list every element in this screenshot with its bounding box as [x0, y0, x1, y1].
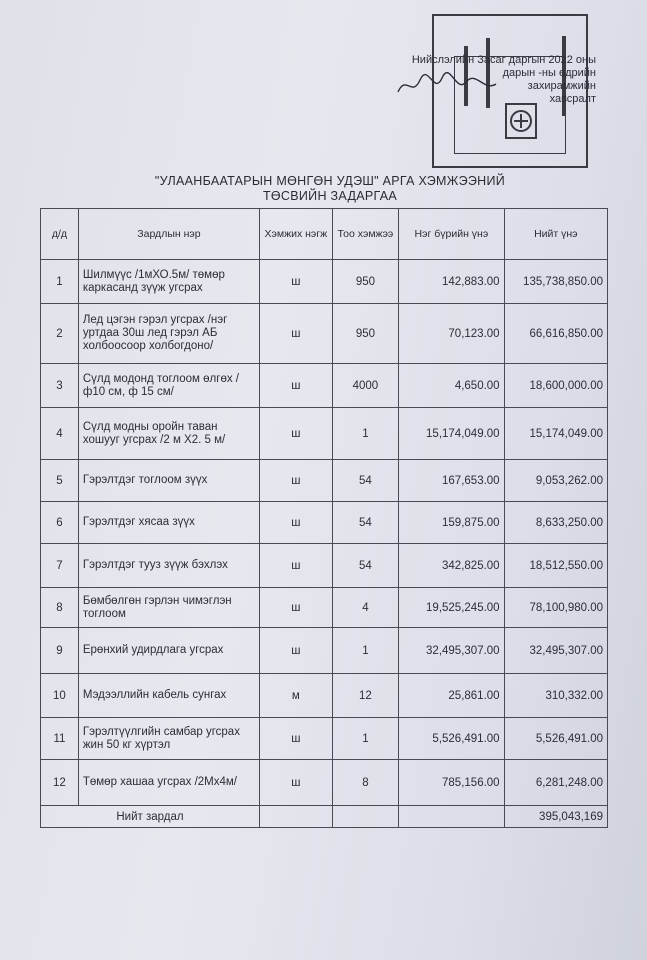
row-number: 1: [41, 260, 79, 304]
row-unit: ш: [260, 588, 333, 628]
row-total: 8,633,250.00: [504, 502, 607, 544]
table-row: [41, 544, 608, 588]
row-unit: ш: [260, 628, 333, 674]
table-row: [41, 674, 608, 718]
row-total: 310,332.00: [504, 674, 607, 718]
row-number: 4: [41, 408, 79, 460]
header-total: Нийт үнэ: [504, 209, 607, 260]
row-qty: 54: [332, 460, 399, 502]
row-number: 9: [41, 628, 79, 674]
row-unit: ш: [260, 760, 333, 806]
approval-line: дарын -ны өдрийн: [502, 67, 596, 79]
row-price: 142,883.00: [399, 260, 504, 304]
row-total: 135,738,850.00: [504, 260, 607, 304]
row-number: 3: [41, 364, 79, 408]
row-qty: 1: [332, 718, 399, 760]
row-total: 9,053,262.00: [504, 460, 607, 502]
row-name: Бөмбөлгөн гэрлэн чимэглэн тоглоом: [78, 588, 259, 628]
row-qty: 4000: [332, 364, 399, 408]
row-name: Шилмүүс /1мХО.5м/ төмөр каркасанд зүүж угсрах: [78, 260, 259, 304]
header-no: д/д: [41, 209, 79, 260]
sum-empty-cell: [399, 806, 504, 828]
row-qty: 4: [332, 588, 399, 628]
approval-line: захирамжийн: [527, 80, 596, 92]
row-number: 2: [41, 304, 79, 364]
row-qty: 950: [332, 304, 399, 364]
row-name: Сүлд модонд тоглоом өлгөх /ф10 см, ф 15 см/: [78, 364, 259, 408]
row-unit: ш: [260, 460, 333, 502]
row-number: 7: [41, 544, 79, 588]
row-unit: ш: [260, 718, 333, 760]
header-qty: Тоо хэмжээ: [332, 209, 399, 260]
table-row: [41, 628, 608, 674]
row-total: 66,616,850.00: [504, 304, 607, 364]
row-price: 342,825.00: [399, 544, 504, 588]
table-header-row: [41, 209, 608, 260]
row-name: Ерөнхий удирдлага угсрах: [78, 628, 259, 674]
table-row: [41, 760, 608, 806]
row-price: 25,861.00: [399, 674, 504, 718]
row-qty: 54: [332, 544, 399, 588]
row-number: 5: [41, 460, 79, 502]
row-total: 15,174,049.00: [504, 408, 607, 460]
approval-line: хавсралт: [549, 93, 596, 105]
header-unit: Хэмжих нэгж: [260, 209, 333, 260]
row-name: Төмөр хашаа угсрах /2Мх4м/: [78, 760, 259, 806]
table-row: [41, 502, 608, 544]
row-total: 78,100,980.00: [504, 588, 607, 628]
table-row: [41, 588, 608, 628]
row-price: 5,526,491.00: [399, 718, 504, 760]
row-unit: м: [260, 674, 333, 718]
table-row: [41, 408, 608, 460]
row-number: 10: [41, 674, 79, 718]
row-qty: 1: [332, 408, 399, 460]
row-number: 6: [41, 502, 79, 544]
sum-empty-cell: [332, 806, 399, 828]
sum-label: Нийт зардал: [41, 806, 260, 828]
table-row: [41, 304, 608, 364]
row-name: Гэрэлтдэг тууз зүүж бэхлэх: [78, 544, 259, 588]
row-unit: ш: [260, 260, 333, 304]
approval-line: Нийслэлийн Засаг даргын 2022 оны: [411, 54, 596, 66]
row-number: 12: [41, 760, 79, 806]
row-price: 159,875.00: [399, 502, 504, 544]
row-qty: 1: [332, 628, 399, 674]
table-row: [41, 364, 608, 408]
row-name: Лед цэгэн гэрэл угсрах /нэг уртдаа 30ш лед гэрэл АБ холбоосоор холбогдоно/: [78, 304, 259, 364]
row-name: Гэрэлтдэг хясаа зүүх: [78, 502, 259, 544]
header-price: Нэг бүрийн үнэ: [399, 209, 504, 260]
row-price: 70,123.00: [399, 304, 504, 364]
title-line-2: ТӨСВИЙН ЗАДАРГАА: [262, 189, 398, 203]
header-name: Зардлын нэр: [78, 209, 259, 260]
table-sum-row: [41, 806, 608, 828]
row-unit: ш: [260, 408, 333, 460]
row-price: 4,650.00: [399, 364, 504, 408]
table-row: [41, 460, 608, 502]
row-qty: 12: [332, 674, 399, 718]
table-row: [41, 260, 608, 304]
row-price: 785,156.00: [399, 760, 504, 806]
row-total: 18,600,000.00: [504, 364, 607, 408]
row-name: Мэдээллийн кабель сунгах: [78, 674, 259, 718]
row-unit: ш: [260, 304, 333, 364]
row-name: Гэрэлтүүлгийн самбар угсрах жин 50 кг хүртэл: [78, 718, 259, 760]
row-unit: ш: [260, 544, 333, 588]
row-price: 32,495,307.00: [399, 628, 504, 674]
row-number: 11: [41, 718, 79, 760]
sum-empty-cell: [260, 806, 333, 828]
table-row: [41, 718, 608, 760]
row-unit: ш: [260, 502, 333, 544]
budget-table: [40, 208, 608, 828]
row-unit: ш: [260, 364, 333, 408]
row-qty: 950: [332, 260, 399, 304]
row-price: 19,525,245.00: [399, 588, 504, 628]
row-total: 6,281,248.00: [504, 760, 607, 806]
row-qty: 54: [332, 502, 399, 544]
row-qty: 8: [332, 760, 399, 806]
document-title: [140, 174, 520, 204]
sum-value: 395,043,169: [504, 806, 607, 828]
handwritten-signature: [396, 70, 516, 100]
row-name: Сүлд модны оройн таван хошууг угсрах /2 м Х2. 5 м/: [78, 408, 259, 460]
row-total: 18,512,550.00: [504, 544, 607, 588]
title-line-1: "УЛААНБААТАРЫН МӨНГӨН УДЭШ" АРГА ХЭМЖЭЭНИЙ: [154, 174, 506, 188]
row-total: 5,526,491.00: [504, 718, 607, 760]
row-total: 32,495,307.00: [504, 628, 607, 674]
row-name: Гэрэлтдэг тоглоом зүүх: [78, 460, 259, 502]
row-price: 167,653.00: [399, 460, 504, 502]
row-price: 15,174,049.00: [399, 408, 504, 460]
row-number: 8: [41, 588, 79, 628]
